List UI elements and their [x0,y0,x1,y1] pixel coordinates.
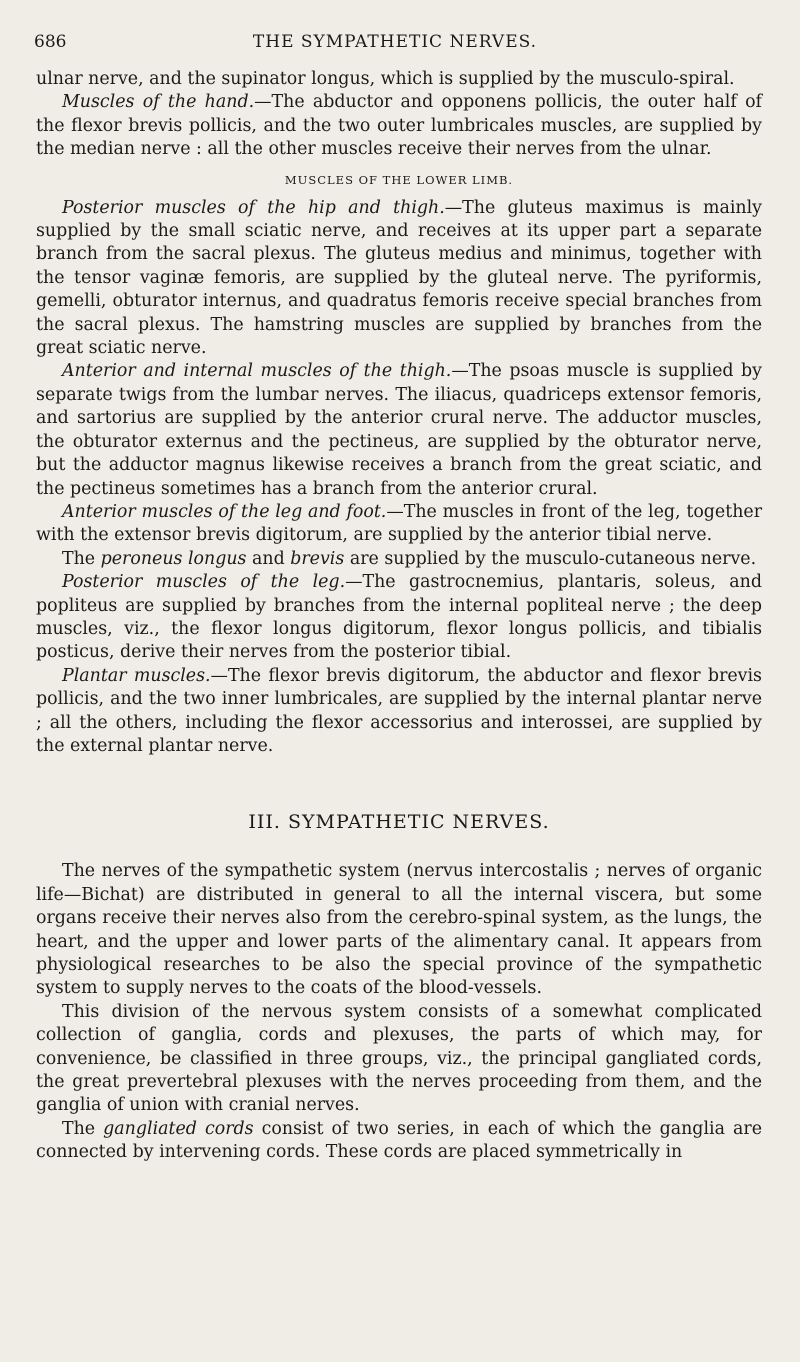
running-title: THE SYMPATHETIC NERVES. [252,32,538,52]
paragraph-leg-foot [36,501,762,548]
text-thigh: —The psoas muscle is supplied by separate twigs from the lumbar nerves. The iliacus, quadriceps extensor femoris, and sartorius are supplied by the anterior crural nerve. The adductor muscles, the obturator externus and the pectineus, are supplied by the obturator nerve, but the adductor magnus likewise receives a branch from the great sciatic, and the pectineus sometimes has a branch from the anterior crural. [36,361,762,499]
paragraph-hand [36,91,762,161]
heading-posterior-leg: Posterior muscles of the leg. [62,572,346,593]
text-posterior-leg: —The gastrocnemius, plantaris, soleus, and popliteus are supplied by branches from the internal popliteal nerve ; the deep muscles, viz., the flexor longus digitorum, flexor longus pollicis, and tibialis posticus, derive their nerves from the posterior tibial. [36,572,762,663]
text-plantar: —The flexor brevis digitorum, the abductor and flexor brevis pollicis, and the two inner lumbricales, are supplied by the internal plantar nerve ; all the others, including the flexor accessorius and interossei, are supplied by the external plantar nerve. [36,665,762,756]
running-header [30,32,760,56]
term-brevis: brevis [290,548,345,569]
text-hip-thigh: —The gluteus maximus is mainly supplied by the small sciatic nerve, and receives at its upper part a separate branch from the sacral plexus. The gluteus medius and minimus, together with the tensor vaginæ femoris, are supplied by the gluteal nerve. The pyriformis, gemelli, obturator internus, and quadratus femoris receive special branches from the sacral plexus. The hamstring muscles are supplied by branches from the great sciatic nerve. [36,197,762,359]
paragraph-posterior-leg [36,571,762,665]
heading-leg-foot: Anterior muscles of the leg and foot. [62,501,387,522]
paragraph-hip-thigh [36,197,762,361]
page-body [36,68,762,1165]
paragraph-plantar [36,665,762,759]
paragraph-thigh [36,360,762,500]
paragraph-sympathetic-1: The nerves of the sympathetic system (nervus intercostalis ; nerves of organic life—Bichat) are distributed in general to all the internal viscera, but some organs receive their nerves also from the cerebro-spinal system, as the lungs, the heart, and the upper and lower parts of the alimentary canal. It appears from physiological researches to be also the special province of the sympathetic system to supply nerves to the coats of the blood-vessels. [36,861,762,999]
heading-thigh: Anterior and internal muscles of the thigh. [62,361,452,382]
paragraph-sympathetic-3: The gangliated cords consist of two series, in each of which the ganglia are connected by intervening cords. These cords are placed symmetrically in [36,1118,762,1163]
paragraph-sympathetic-2: This division of the nervous system consists of a somewhat complicated collection of ganglia, cords and plexuses, the parts of which may, for convenience, be classified in three groups, viz., the principal gangliated cords, the great prevertebral plexuses with the nerves proceeding from them, and the ganglia of union with cranial nerves. [36,1001,762,1116]
paragraph-peroneus: The peroneus longus and brevis are supplied by the musculo-cutaneous nerve. [62,548,757,569]
term-gangliated-cords: gangliated cords [103,1118,254,1139]
paragraph-intro: ulnar nerve, and the supinator longus, which is supplied by the musculo-spiral. [36,69,735,89]
text-hand: —The abductor and opponens pollicis, the outer half of the flexor brevis pollicis, and the two outer lumbricales muscles, are supplied by the median nerve : all the other muscles receive their nerves from the ulnar. [36,92,762,160]
heading-plantar: Plantar muscles. [62,665,211,686]
section-title: III. SYMPATHETIC NERVES. [248,811,550,834]
term-peroneus-longus: peroneus longus [100,548,247,569]
heading-hand: Muscles of the hand. [62,92,255,113]
page-number: 686 [34,32,67,52]
subsection-heading-lower-limb: MUSCLES OF THE LOWER LIMB. [284,172,514,187]
text-leg-foot: —The muscles in front of the leg, together with the extensor brevis digitorum, are supplied by the anterior tibial nerve. [36,501,763,546]
heading-hip-thigh: Posterior muscles of the hip and thigh. [62,197,445,218]
